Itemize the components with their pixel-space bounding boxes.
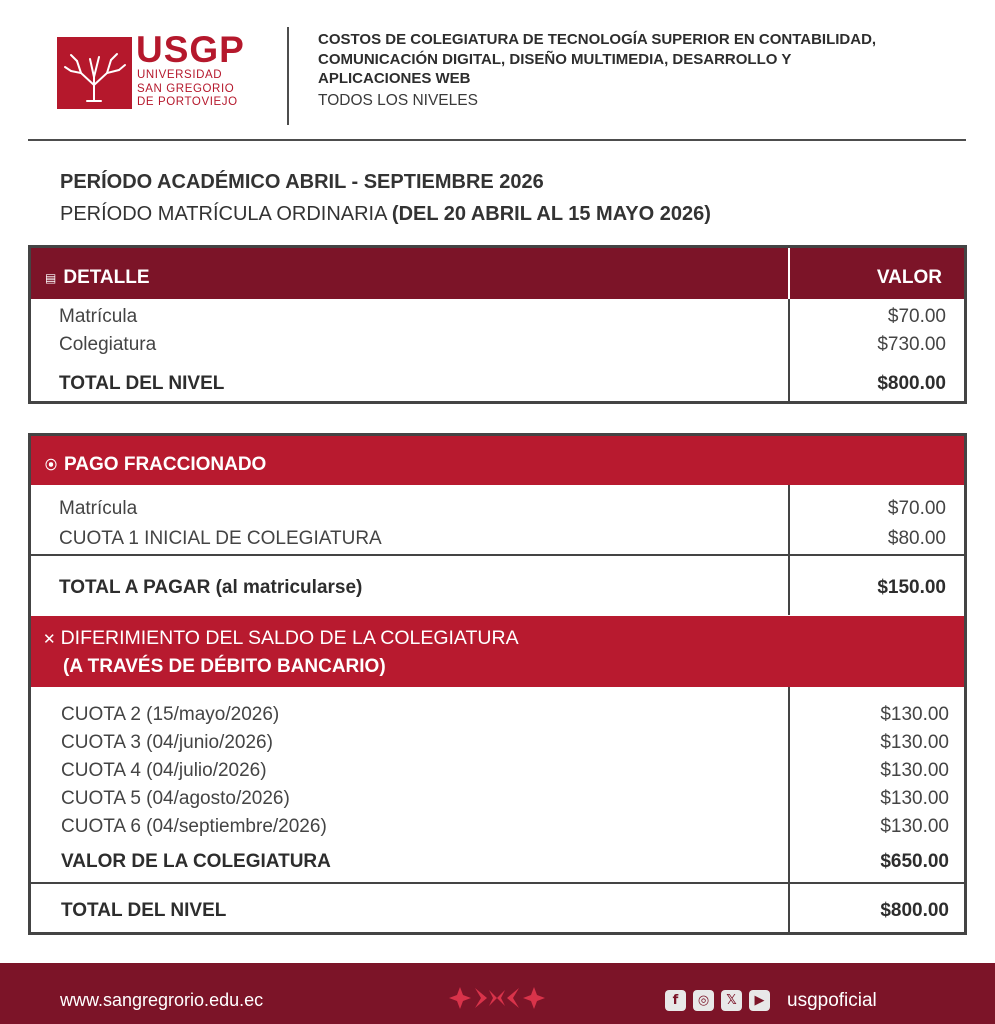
tuition-value: $650.00 [880,851,949,872]
value-column-header: VALOR [876,267,942,288]
footer [0,963,995,1024]
detail-row-label: Colegiatura [59,334,157,355]
detail-row-label: Matrícula [59,306,138,327]
academic-period: PERÍODO ACADÉMICO ABRIL - SEPTIEMBRE 2026 [60,171,544,193]
level-total-label: TOTAL DEL NIVEL [61,900,227,921]
total-to-pay-label: TOTAL A PAGAR (al matricularse) [59,577,363,598]
quota-value: $130.00 [880,760,949,781]
deferral-subtitle: (A TRAVÉS DE DÉBITO BANCARIO) [63,656,386,677]
installments-table [28,433,967,935]
quota-label: CUOTA 5 (04/agosto/2026) [61,788,290,809]
enrollment-period: PERÍODO MATRÍCULA ORDINARIA (DEL 20 ABRIL AL 15 MAYO 2026) [60,203,711,225]
header-rule [28,139,966,141]
level-total-value: $800.00 [880,900,949,921]
circle-icon: ⦿ [45,458,58,473]
logo-university-name: UNIVERSIDAD SAN GREGORIO DE PORTOVIEJO [137,69,238,108]
installment-row-value: $70.00 [887,498,946,519]
tuition-value-label: VALOR DE LA COLEGIATURA [61,851,331,872]
detail-table [28,245,967,404]
quota-label: CUOTA 6 (04/septiembre/2026) [61,816,327,837]
instagram-icon[interactable]: ◎ [693,990,714,1011]
deferral-title: ✕ DIFERIMIENTO DEL SALDO DE LA COLEGIATURA [43,627,519,649]
logo-wordmark: USGP [136,29,245,70]
detail-row-value: $730.00 [877,334,946,355]
installment-row-label: CUOTA 1 INICIAL DE COLEGIATURA [59,528,382,549]
detail-row-value: $70.00 [887,306,946,327]
youtube-icon[interactable]: ▶ [749,990,770,1011]
tree-logo-icon [57,37,132,109]
quota-label: CUOTA 2 (15/mayo/2026) [61,704,280,725]
quota-value: $130.00 [880,788,949,809]
quota-value: $130.00 [880,704,949,725]
quota-value: $130.00 [880,816,949,837]
document-title: COSTOS DE COLEGIATURA DE TECNOLOGÍA SUPERIOR EN CONTABILIDAD, COMUNICACIÓN DIGITAL, DISEÑO MULTIMEDIA, DESARROLLO Y APLICACIONES WEB [318,31,877,87]
total-to-pay-value: $150.00 [877,577,946,598]
x-icon[interactable]: 𝕏 [721,990,742,1011]
header-divider [287,27,289,125]
installment-row-value: $80.00 [887,528,946,549]
ornament-icon [447,985,547,1011]
detail-total-label: TOTAL DEL NIVEL [59,373,225,394]
document-subtitle: TODOS LOS NIVELES [318,92,478,109]
quota-label: CUOTA 4 (04/julio/2026) [61,760,267,781]
installments-title: ⦿ PAGO FRACCIONADO [45,454,267,475]
social-handle[interactable]: usgpoficial [787,990,877,1011]
detail-table-header [31,248,964,299]
list-icon: ▤ [45,270,57,285]
quota-value: $130.00 [880,732,949,753]
quota-label: CUOTA 3 (04/junio/2026) [61,732,273,753]
close-icon: ✕ [43,630,56,648]
social-icons [665,990,770,1011]
installment-row-label: Matrícula [59,498,138,519]
website-link[interactable]: www.sangregrorio.edu.ec [60,990,264,1010]
detail-total-value: $800.00 [877,373,946,394]
facebook-icon[interactable]: f [665,990,686,1011]
detail-column-header: ▤ DETALLE [45,267,150,288]
